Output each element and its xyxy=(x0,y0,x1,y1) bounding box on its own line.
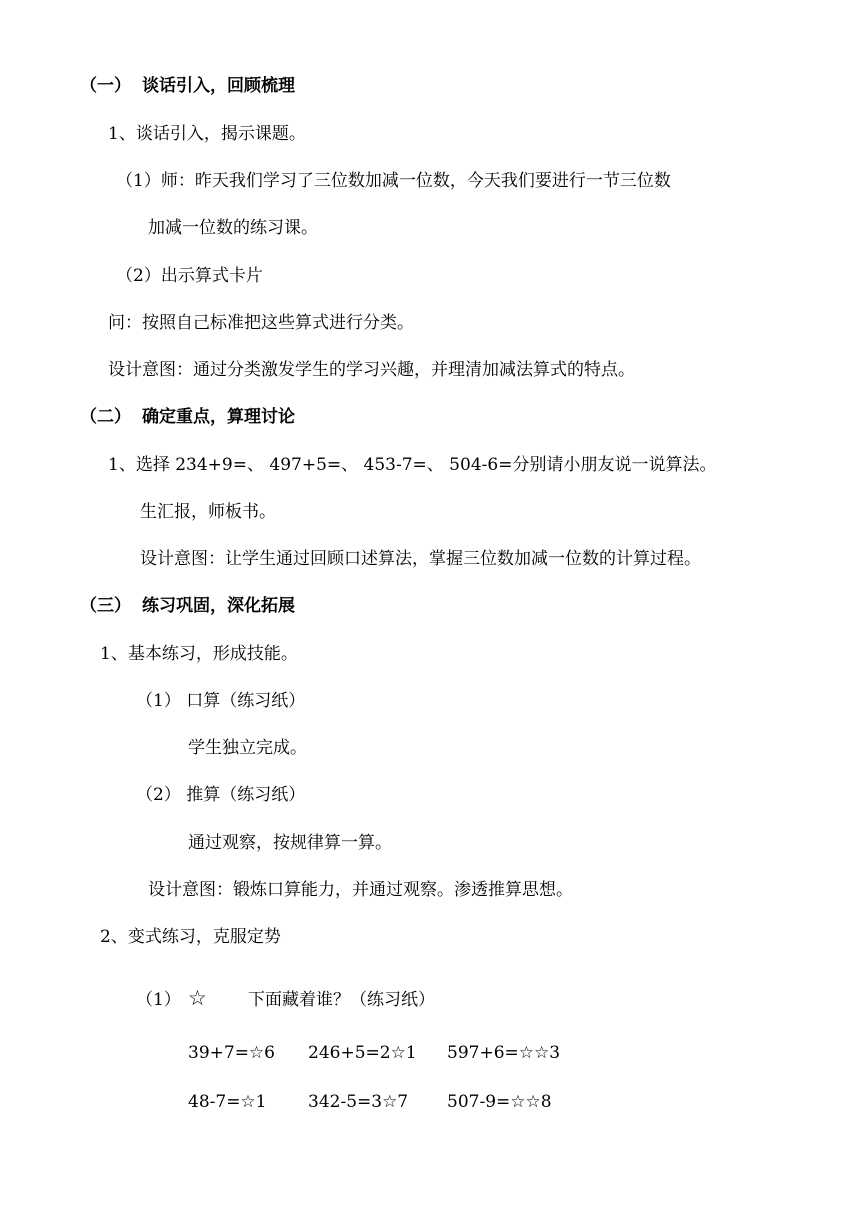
section-2-heading xyxy=(80,405,295,429)
section-1-heading xyxy=(80,74,295,98)
s1-line-4: （2）出示算式卡片 xyxy=(116,266,263,286)
section-2-number: （二） xyxy=(80,407,131,427)
equation-r1-c1: 39+7=☆6 xyxy=(188,1043,275,1063)
equation-r2-c2: 342-5=3☆7 xyxy=(308,1092,409,1112)
variant-label: （1） xyxy=(136,990,181,1010)
section-3-heading xyxy=(80,594,295,618)
s3-line-5: 通过观察，按规律算一算。 xyxy=(188,833,392,853)
s1-line-3: 加减一位数的练习课。 xyxy=(148,218,318,238)
section-1-title: 谈话引入，回顾梳理 xyxy=(142,76,295,96)
s3-line-3: 学生独立完成。 xyxy=(188,738,307,758)
section-3-title: 练习巩固，深化拓展 xyxy=(142,596,295,616)
s1-line-6: 设计意图：通过分类激发学生的学习兴趣，并理清加减法算式的特点。 xyxy=(108,360,635,380)
section-1-number: （一） xyxy=(80,76,131,96)
star-icon: ☆ xyxy=(188,986,207,1010)
s3-line-1: 1、基本练习，形成技能。 xyxy=(100,644,298,664)
s3-line-7: 2、变式练习，克服定势 xyxy=(100,927,281,947)
s1-line-2: （1）师：昨天我们学习了三位数加减一位数，今天我们要进行一节三位数 xyxy=(116,171,671,191)
s3-line-6: 设计意图：锻炼口算能力，并通过观察。渗透推算思想。 xyxy=(148,880,573,900)
s1-line-5: 问：按照自己标准把这些算式进行分类。 xyxy=(108,313,414,333)
s3-line-2: （1） 口算（练习纸） xyxy=(136,691,306,711)
s1-line-1: 1、谈话引入，揭示课题。 xyxy=(108,124,306,144)
section-2-title: 确定重点，算理讨论 xyxy=(142,407,295,427)
s3-line-4: （2） 推算（练习纸） xyxy=(136,785,306,805)
equation-r1-c2: 246+5=2☆1 xyxy=(308,1043,417,1063)
equation-r1-c3: 597+6=☆☆3 xyxy=(447,1043,561,1063)
equation-r2-c1: 48-7=☆1 xyxy=(188,1092,267,1112)
equation-r2-c3: 507-9=☆☆8 xyxy=(447,1092,552,1112)
s2-line-2: 生汇报，师板书。 xyxy=(140,502,276,522)
s2-line-3: 设计意图：让学生通过回顾口述算法，掌握三位数加减一位数的计算过程。 xyxy=(140,549,701,569)
variant-title: 下面藏着谁？（练习纸） xyxy=(248,990,435,1010)
s2-line-1: 1、选择 234+9=、 497+5=、 453-7=、 504-6=分别请小朋友说一说算法。 xyxy=(108,455,717,475)
section-3-number: （三） xyxy=(80,596,131,616)
